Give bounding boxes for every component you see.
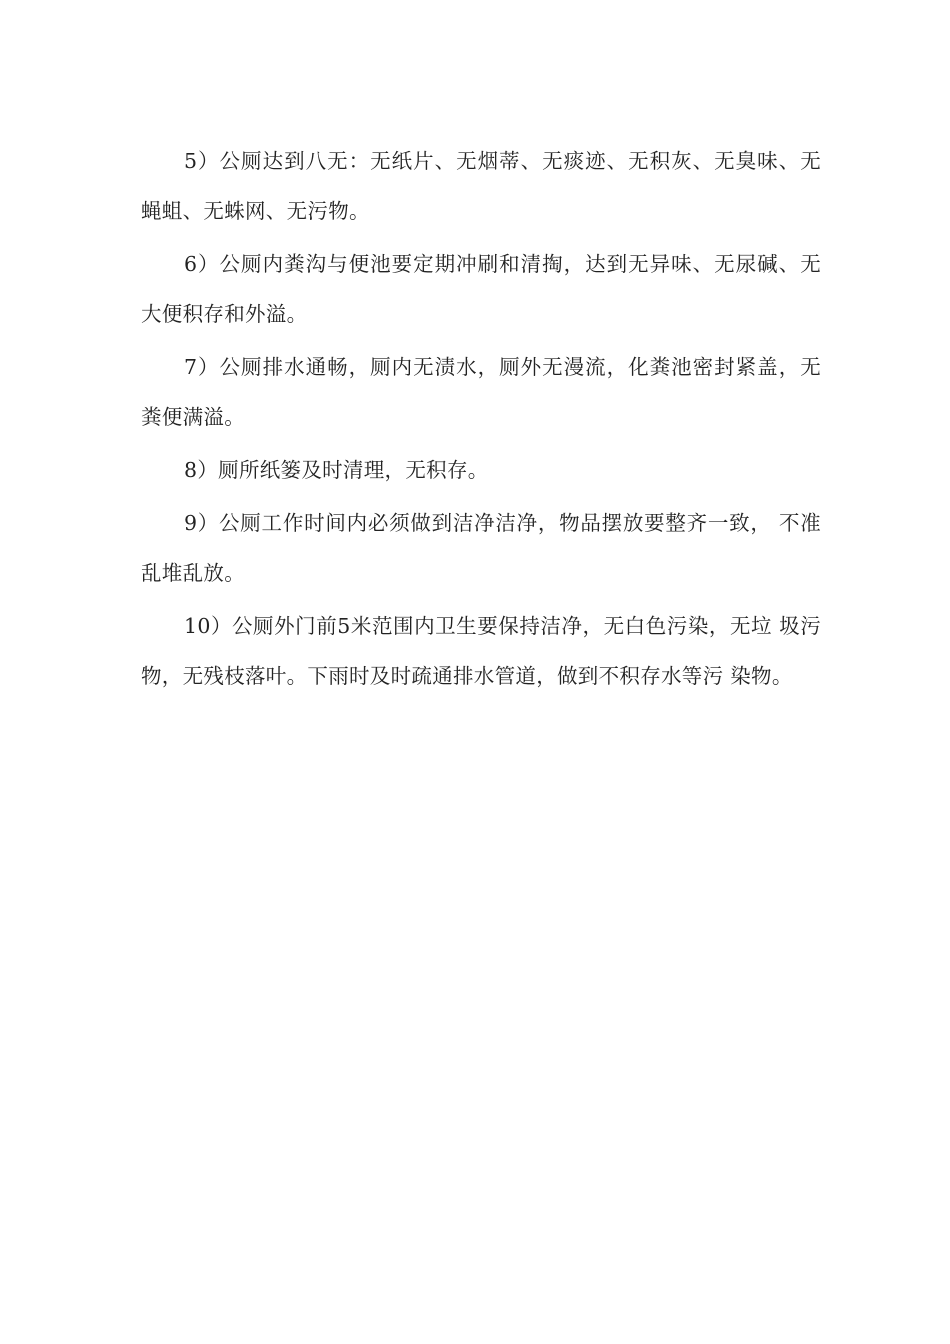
paragraph-item-7: 7）公厕排水通畅，厕内无渍水，厕外无漫流，化粪池密封紧盖，无粪便满溢。	[141, 355, 821, 429]
paragraph-item-9: 9）公厕工作时间内必须做到洁净洁净，物品摆放要整齐一致， 不准乱堆乱放。	[141, 511, 821, 585]
paragraph-item-10: 10）公厕外门前5米范围内卫生要保持洁净，无白色污染，无垃 圾污物，无残枝落叶。下雨时及时疏通排水管道，做到不积存水等污 染物。	[141, 614, 821, 688]
paragraph-item-6: 6）公厕内粪沟与便池要定期冲刷和清掏，达到无异味、无尿碱、无大便积存和外溢。	[141, 252, 821, 326]
paragraph-item-5: 5）公厕达到八无：无纸片、无烟蒂、无痰迹、无积灰、无臭味、无蝇蛆、无蛛网、无污物。	[141, 149, 821, 223]
document-body	[141, 136, 821, 704]
paragraph-item-8: 8）厕所纸篓及时清理，无积存。	[184, 458, 489, 482]
